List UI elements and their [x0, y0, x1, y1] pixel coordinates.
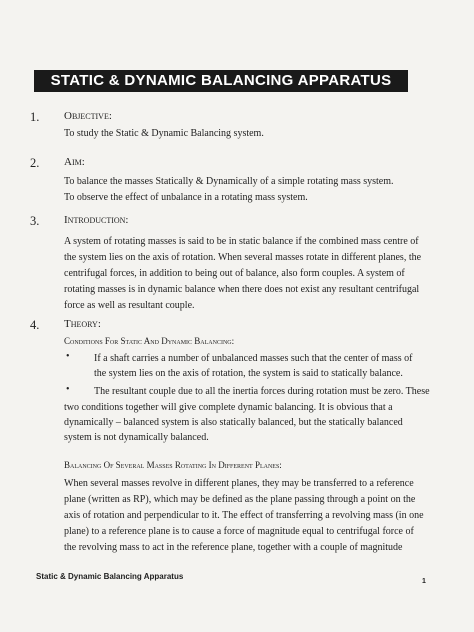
section-number: 4. [30, 318, 40, 332]
section-number: 2. [30, 156, 40, 170]
text-line: The resultant couple due to all the inertia forces during rotation must be zero. These [94, 386, 430, 397]
text-line: If a shaft carries a number of unbalanced masses such that the center of mass of [94, 353, 413, 364]
page-number: 1 [422, 578, 426, 585]
planes-heading: Balancing Of Several Masses Rotating In Different Planes: [64, 460, 282, 470]
text-line: the revolving mass to act in the reference plane, together with a couple of magnitude [64, 542, 403, 553]
text-line: rotating masses is in dynamic balance when there does not exist any resultant centrifugal [64, 284, 420, 295]
text-line: plane (written as RP), which may be defined as the plane passing through a point on the [64, 494, 416, 505]
page-title: STATIC & DYNAMIC BALANCING APPARATUS [34, 70, 408, 92]
text-line: When several masses revolve in different planes, they may be transferred to a reference [64, 478, 414, 489]
text-line: To observe the effect of unbalance in a rotating mass system. [64, 192, 308, 203]
conditions-heading: Conditions For Static And Dynamic Balancing: [64, 336, 235, 346]
text-line: the system lies on the axis of rotation, the system is said to statically balance. [94, 368, 403, 379]
text-line: force as well as resultant couple. [64, 300, 195, 311]
objective-text [64, 126, 416, 142]
page-footer: Static & Dynamic Balancing Apparatus [36, 572, 184, 581]
text-line: A system of rotating masses is said to be in static balance if the combined mass centre of [64, 236, 419, 247]
section-number: 3. [30, 214, 40, 228]
section-heading: Theory: [64, 318, 101, 330]
bullet-item [94, 384, 430, 399]
text-line: dynamically – balanced system is also statically balanced, but the statically balanced [64, 417, 403, 428]
bullet-continuation [64, 400, 416, 445]
bullet-icon: • [66, 384, 70, 395]
section-number: 1. [30, 110, 40, 124]
text-line: centrifugal forces, in addition to being out of balance, also form couples. A system of [64, 268, 405, 279]
text-line: axis of rotation and perpendicular to it. The effect of transferring a revolving mass (in one [64, 510, 424, 521]
section-heading: Introduction: [64, 214, 129, 226]
section-heading: Aim: [64, 156, 85, 168]
aim-text [64, 174, 416, 206]
planes-text [64, 476, 424, 556]
text-line: the system lies on the axis of rotation. When several masses rotate in different planes, the [64, 252, 422, 263]
text-line: To balance the masses Statically & Dynamically of a simple rotating mass system. [64, 176, 394, 187]
bullet-item [94, 351, 414, 381]
text-line: To study the Static & Dynamic Balancing system. [64, 128, 264, 139]
introduction-text [64, 234, 422, 314]
text-line: two conditions together will give complete dynamic balancing. It is obvious that a [64, 402, 393, 413]
section-heading: Objective: [64, 110, 112, 122]
bullet-icon: • [66, 351, 70, 362]
text-line: system is not dynamically balanced. [64, 432, 209, 443]
text-line: plane) to a reference plane is to cause a force of magnitude equal to centrifugal force of [64, 526, 414, 537]
